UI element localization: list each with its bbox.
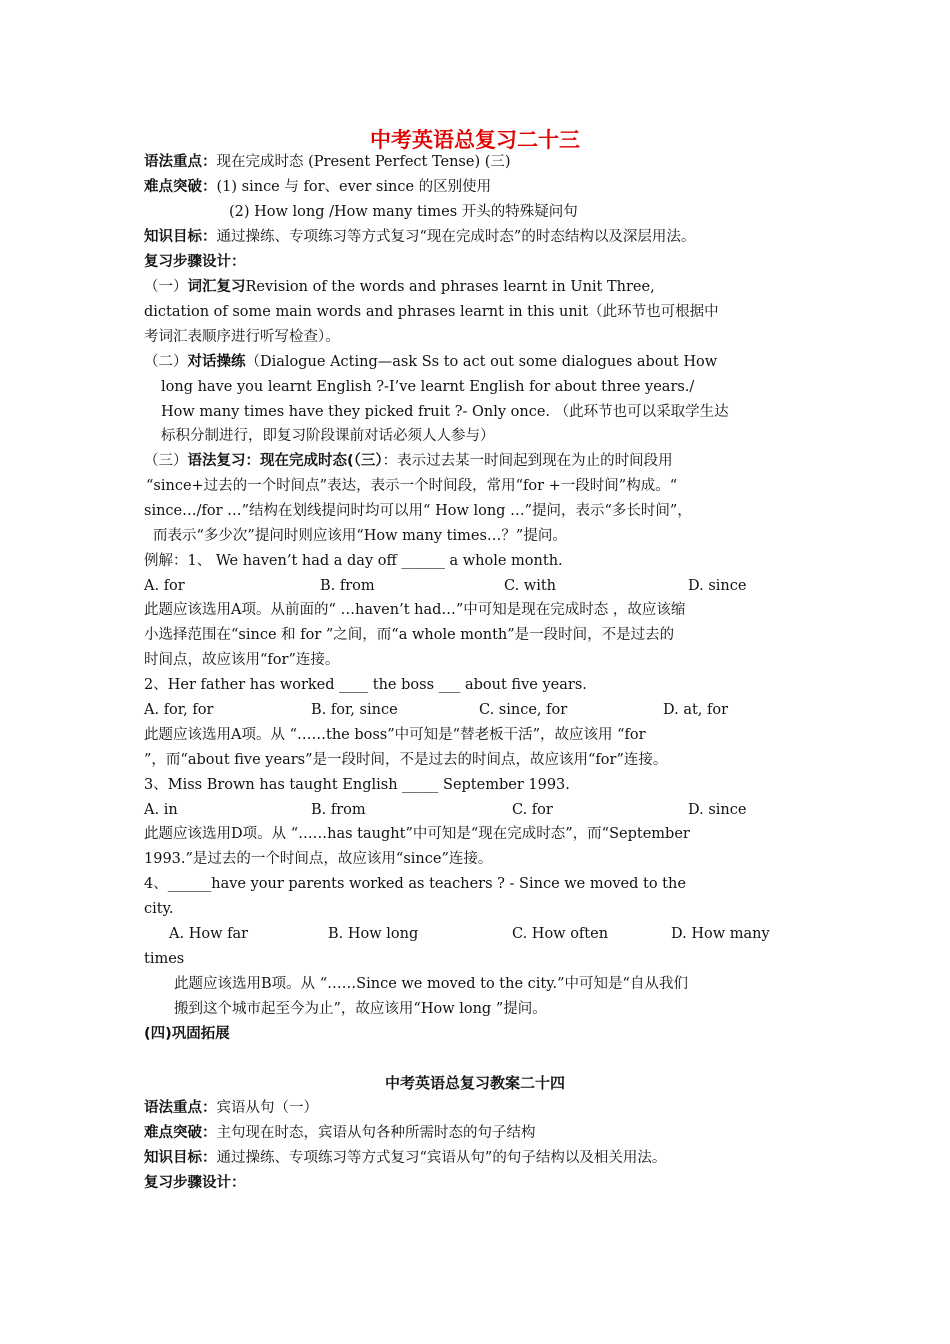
knowledge-goal-line [144, 227, 695, 247]
section-3-line-1: （三）语法复习：现在完成时态(（三）：表示过去某一时间起到现在为止的时间段用 [144, 453, 673, 469]
example-3-option-a: A. in [144, 802, 178, 818]
example-1-explanation-3: 时间点，故应该用“for”连接。 [144, 652, 340, 668]
difficulty-label: 难点突破： [144, 179, 217, 195]
section-3-line-2: “since+过去的一个时间点”表达，表示一个时间段，常用“for +一段时间”构成。“ [146, 478, 678, 494]
section-1-line-2: dictation of some main words and phrases learnt in this unit（此环节也可根据中 [144, 304, 719, 320]
example-4-explanation-2: 搬到这个城市起至今为止”，故应该用“How long ”提问。 [174, 1001, 547, 1017]
lesson-24-title: 中考英语总复习教案二十四 [384, 1074, 565, 1092]
difficulty-text-2: (2) How long /How many times 开头的特殊疑问句 [229, 204, 578, 220]
section-2-line-1: （二）对话操练（Dialogue Acting—ask Ss to act out some dialogues about How [144, 354, 718, 370]
example-1-option-a: A. for [144, 578, 185, 594]
example-2-explanation-2: ”，而“about five years”是一段时间，不是过去的时间点，故应该用“for”连接。 [144, 752, 668, 768]
knowledge-goal-label: 知识目标： [144, 229, 217, 245]
example-3-explanation-2: 1993.”是过去的一个时间点，故应该用“since”连接。 [144, 851, 493, 867]
example-4-option-d-cont: times [144, 951, 185, 967]
example-4-option-b: B. How long [328, 926, 419, 942]
section-1-line-1: （一）词汇复习Revision of the words and phrases learnt in Unit Three, [144, 279, 655, 295]
example-2-option-d: D. at, for [663, 702, 729, 718]
section-3-line-4: 而表示“多少次”提问时则应该用“How many times…？”提问。 [153, 528, 567, 544]
l24-grammar-focus-line: 语法重点：宾语从句（一） [144, 1100, 318, 1116]
l24-review-steps-heading: 复习步骤设计： [144, 1175, 246, 1191]
difficulty-text-1: (1) since 与 for、ever since 的区别使用 [216, 179, 492, 195]
example-1-explanation-1: 此题应该选用A项。从前面的“ …haven’t had…”中可知是现在完成时态 ，故应该缩 [144, 602, 686, 618]
example-1-option-b: B. from [320, 578, 375, 594]
section-2-line-4: 标积分制进行，即复习阶段课前对话必须人人参与） [161, 428, 495, 444]
l24-difficulty-line: 难点突破：主句现在时态，宾语从句各种所需时态的句子结构 [144, 1125, 536, 1141]
example-2-question: 2、Her father has worked ____ the boss ___ about five years. [144, 677, 587, 693]
section-2-label: 对话操练 [187, 354, 246, 370]
example-1-option-c: C. with [504, 578, 557, 594]
example-4-option-d: D. How many [671, 926, 770, 942]
section-2-line-3: How many times have they picked fruit ?- Only once. （此环节也可以采取学生达 [161, 404, 729, 420]
section-1-label: 词汇复习 [187, 279, 246, 295]
example-1-explanation-2: 小选择范围在“since 和 for ”之间，而“a whole month”是一段时间，不是过去的 [144, 627, 675, 643]
section-1-line-3: 考词汇表顺序进行听写检查）。 [144, 329, 340, 345]
example-2-option-c: C. since, for [479, 702, 568, 718]
review-steps-heading: 复习步骤设计： [144, 254, 246, 270]
example-4-explanation-1: 此题应该选用B项。从 “……Since we moved to the city.”中可知是“自从我们 [174, 976, 688, 992]
knowledge-goal-text: 通过操练、专项练习等方式复习“现在完成时态”的时态结构以及深层用法。 [216, 229, 696, 245]
example-4-question-2: city. [144, 901, 174, 917]
example-3-explanation-1: 此题应该选用D项。从 “……has taught”中可知是“现在完成时态”，而“September [144, 826, 690, 842]
section-4-heading: (四)巩固拓展 [144, 1026, 230, 1042]
grammar-focus-text: 现在完成时态 (Present Perfect Tense) (三) [216, 154, 511, 170]
example-4-option-a: A. How far [169, 926, 249, 942]
example-3-option-d: D. since [688, 802, 747, 818]
l24-knowledge-goal-line: 知识目标：通过操练、专项练习等方式复习“宾语从句”的句子结构以及相关用法。 [144, 1150, 667, 1166]
example-2-option-b: B. for, since [311, 702, 398, 718]
lesson-23-title: 中考英语总复习二十三 [370, 128, 580, 152]
example-3-option-b: B. from [311, 802, 366, 818]
example-4-question-1: 4、______have your parents worked as teachers ? - Since we moved to the [144, 876, 686, 892]
example-3-question: 3、Miss Brown has taught English _____ September 1993. [144, 777, 570, 793]
example-2-explanation-1: 此题应该选用A项。从 “……the boss”中可知是“替老板干活”，故应该用 “for [144, 727, 646, 743]
difficulty-line [144, 177, 491, 197]
grammar-focus-line [144, 152, 511, 172]
section-3-label: 语法复习：现在完成时态(（三） [187, 453, 383, 469]
example-3-option-c: C. for [512, 802, 553, 818]
example-1-option-d: D. since [688, 578, 747, 594]
section-3-line-3: since…/for …”结构在划线提问时均可以用“ How long …”提问，表示“多长时间”， [144, 503, 692, 519]
example-2-option-a: A. for, for [144, 702, 214, 718]
grammar-focus-label: 语法重点： [144, 154, 217, 170]
section-2-line-2: long have you learnt English ?-I’ve learnt English for about three years./ [161, 379, 695, 395]
example-1-question: 例解：1、 We haven’t had a day off ______ a whole month. [144, 553, 563, 569]
example-4-option-c: C. How often [512, 926, 609, 942]
